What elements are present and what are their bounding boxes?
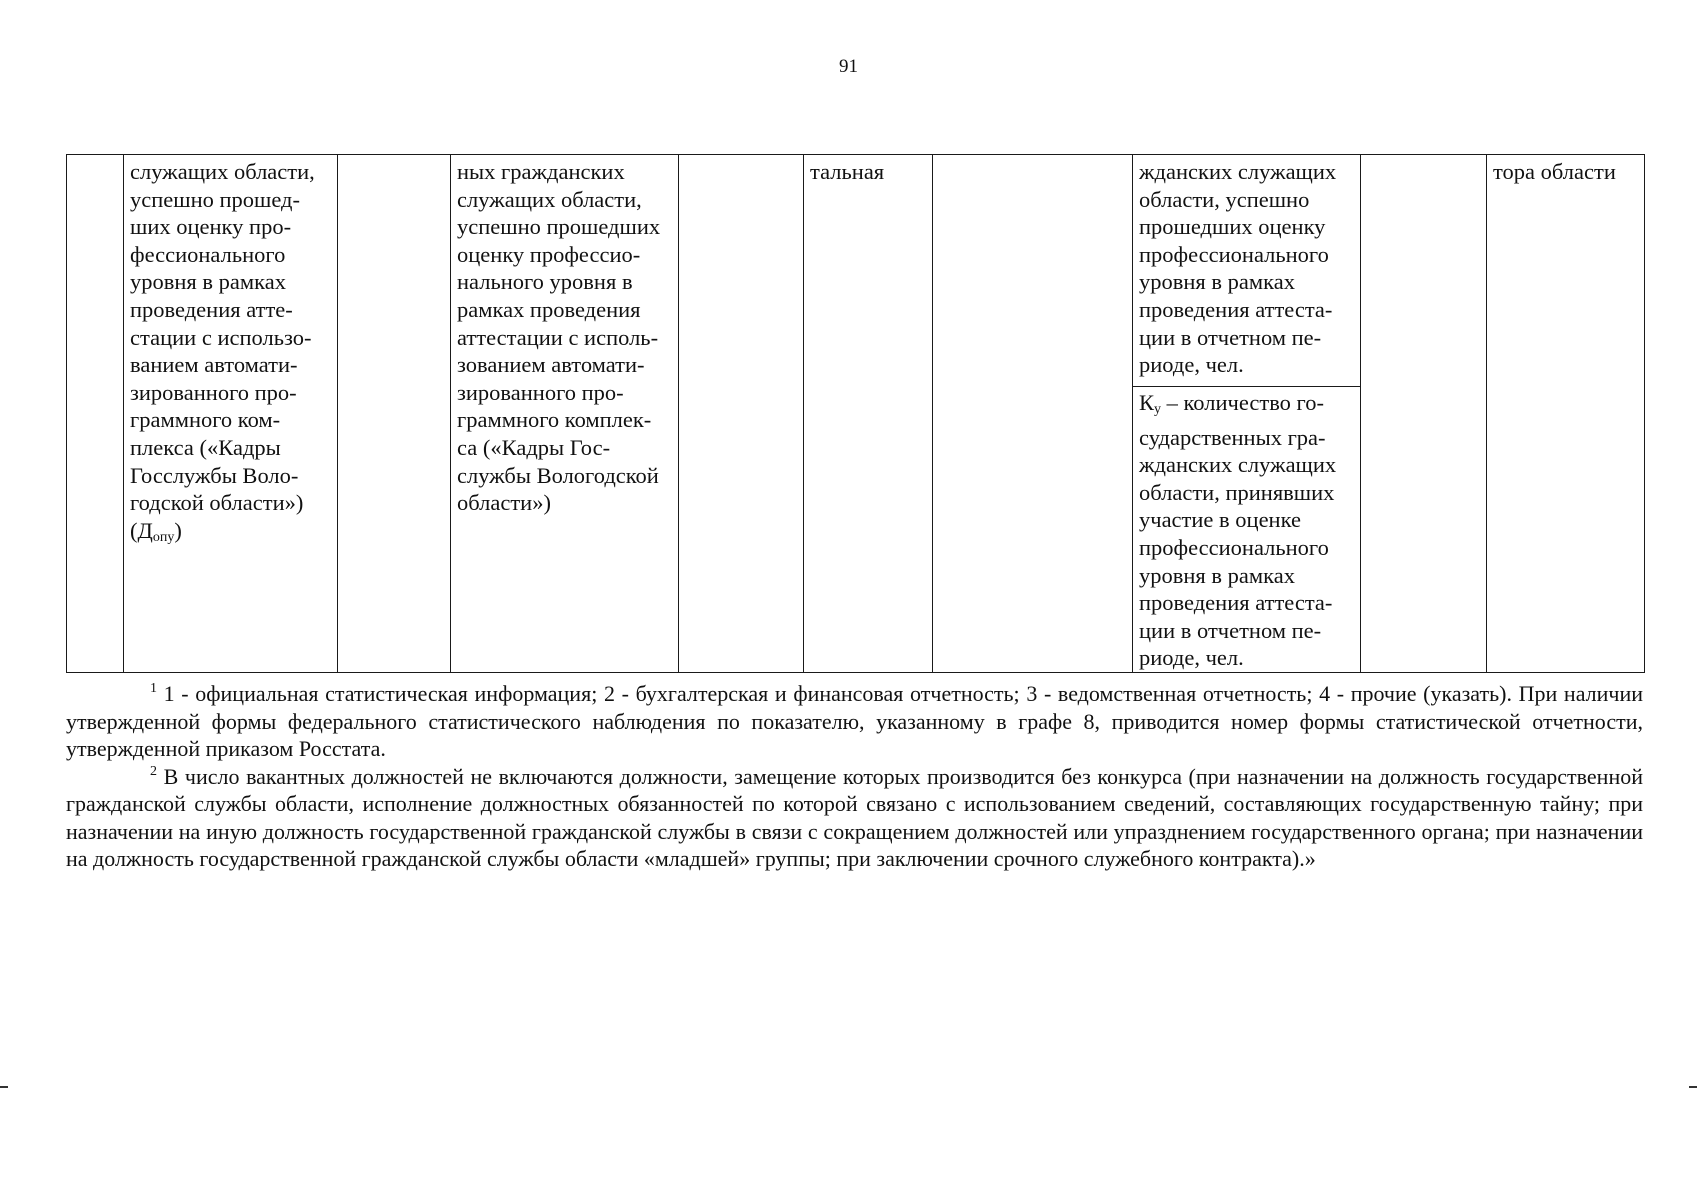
cell-line: жданских служащих <box>1139 159 1337 184</box>
cell-line: тальная <box>810 159 885 184</box>
cell-line: сударственных гра- <box>1139 424 1326 450</box>
cell-line: уровня в рамках <box>1139 269 1295 295</box>
base-indicator-bottom <box>1133 386 1360 672</box>
cell-line: успешно прошедших <box>457 214 661 240</box>
table-cell-source <box>1361 155 1487 673</box>
cell-line: области») <box>457 490 551 516</box>
footnote-1-paragraph <box>66 680 1643 763</box>
cell-line: участие в оценке <box>1139 507 1301 533</box>
cell-line: служащих области, <box>130 159 315 184</box>
cell-line: зованием автомати- <box>457 352 645 378</box>
table-cell-number <box>67 155 124 673</box>
cell-line: са («Кадры Гос- <box>457 434 611 460</box>
cell-line: ванием автомати- <box>130 352 298 378</box>
cell-line: проведения атте- <box>130 296 293 322</box>
cell-line: Госслужбы Воло- <box>130 462 299 488</box>
cell-line: нального уровня в <box>457 269 633 295</box>
cell-line: ции в отчетном пе- <box>1139 324 1322 350</box>
table-cell-algorithm <box>933 155 1133 673</box>
indicator-table <box>66 154 1645 673</box>
cell-line: профессионального <box>1139 241 1329 267</box>
scan-edge-mark <box>0 1086 8 1088</box>
symbol-description: – количество го- <box>1161 390 1324 415</box>
cell-line: ных гражданских <box>457 159 625 184</box>
symbol-subscript: опу <box>152 529 175 545</box>
scan-edge-mark <box>1689 1086 1697 1088</box>
cell-line: оценку профессио- <box>457 241 641 267</box>
footnote-2 <box>66 763 1643 873</box>
symbol-letter: (Д <box>130 517 153 543</box>
cell-line: граммного ком- <box>130 407 281 433</box>
cell-line: области, успешно <box>1139 186 1310 212</box>
cell-line: зированного про- <box>457 379 624 405</box>
cell-line: уровня в рамках <box>130 269 286 295</box>
cell-line: стации с использо- <box>130 324 312 350</box>
cell-line: тора области <box>1493 159 1616 184</box>
footnote-2-paragraph <box>66 763 1643 873</box>
footnote-2-mark: 2 <box>150 763 157 779</box>
table-cell-unit <box>338 155 451 673</box>
table-cell-indicator-name <box>124 155 338 673</box>
cell-line: ших оценку про- <box>130 214 292 240</box>
page-number: 91 <box>839 56 858 77</box>
cell-line: граммного комплек- <box>457 407 652 433</box>
table-cell-type <box>804 155 933 673</box>
table-cell-base-indicators <box>1133 155 1361 673</box>
cell-line: службы Вологодской <box>457 462 659 488</box>
cell-line: проведения аттеста- <box>1139 296 1333 322</box>
cell-line: области, принявших <box>1139 479 1335 505</box>
base-indicator-symbol-line <box>1139 389 1355 424</box>
cell-line: годской области») <box>130 490 304 516</box>
table-row <box>67 155 1645 673</box>
cell-line: риоде, чел. <box>1139 352 1244 378</box>
cell-line: плекса («Кадры <box>130 434 281 460</box>
cell-line: проведения аттеста- <box>1139 590 1333 616</box>
symbol-subscript: у <box>1154 402 1162 417</box>
cell-line: профессионального <box>1139 534 1329 560</box>
cell-line: зированного про- <box>130 379 297 405</box>
cell-line: ции в отчетном пе- <box>1139 617 1322 643</box>
cell-line: аттестации с исполь- <box>457 324 659 350</box>
footnote-2-text: В число вакантных должностей не включаются должности, замещение которых производится без конкурса (при назначении на должность государственной гражданской службы области, исполнение должностных обязанностей по которой связано с использованием сведений, составляющих государственную тайну; при назначении на иную должность государственной гражданской службы в связи с сокращением должностей или упразднением государственного органа; при назначении на должность государственной гражданской службы области «младшей» группы; при заключении срочного служебного контракта).» <box>66 763 1644 871</box>
cell-line: риоде, чел. <box>1139 645 1244 671</box>
symbol-letter: К <box>1139 390 1155 415</box>
table-cell-definition <box>451 155 679 673</box>
footnote-1-mark: 1 <box>150 681 157 696</box>
cell-line: жданских служащих <box>1139 452 1337 478</box>
table-cell-periodicity <box>679 155 804 673</box>
table-cell-responsible <box>1487 155 1645 673</box>
footnotes <box>66 680 1643 873</box>
cell-line: уровня в рамках <box>1139 562 1295 588</box>
footnote-1-text: 1 - официальная статистическая информация; 2 - бухгалтерская и финансовая отчетность; 3 - ведомственная отчетность; 4 - прочие (указать). При наличии утвержденной формы федерального статистического наблюдения по показателю, указанному в графе 8, приводится номер формы статистической отчетности, утвержденной приказом Росстата. <box>66 681 1644 761</box>
base-indicator-top <box>1139 158 1355 386</box>
cell-line: служащих области, <box>457 186 642 212</box>
cell-line: рамках проведения <box>457 296 641 322</box>
cell-line: фессионального <box>130 241 286 267</box>
footnote-1 <box>66 680 1643 763</box>
cell-line: успешно прошед- <box>130 186 301 212</box>
cell-line: прошедших оценку <box>1139 214 1326 240</box>
indicator-symbol <box>130 517 332 552</box>
symbol-close: ) <box>174 517 182 543</box>
indicator-name-lines <box>130 158 332 551</box>
